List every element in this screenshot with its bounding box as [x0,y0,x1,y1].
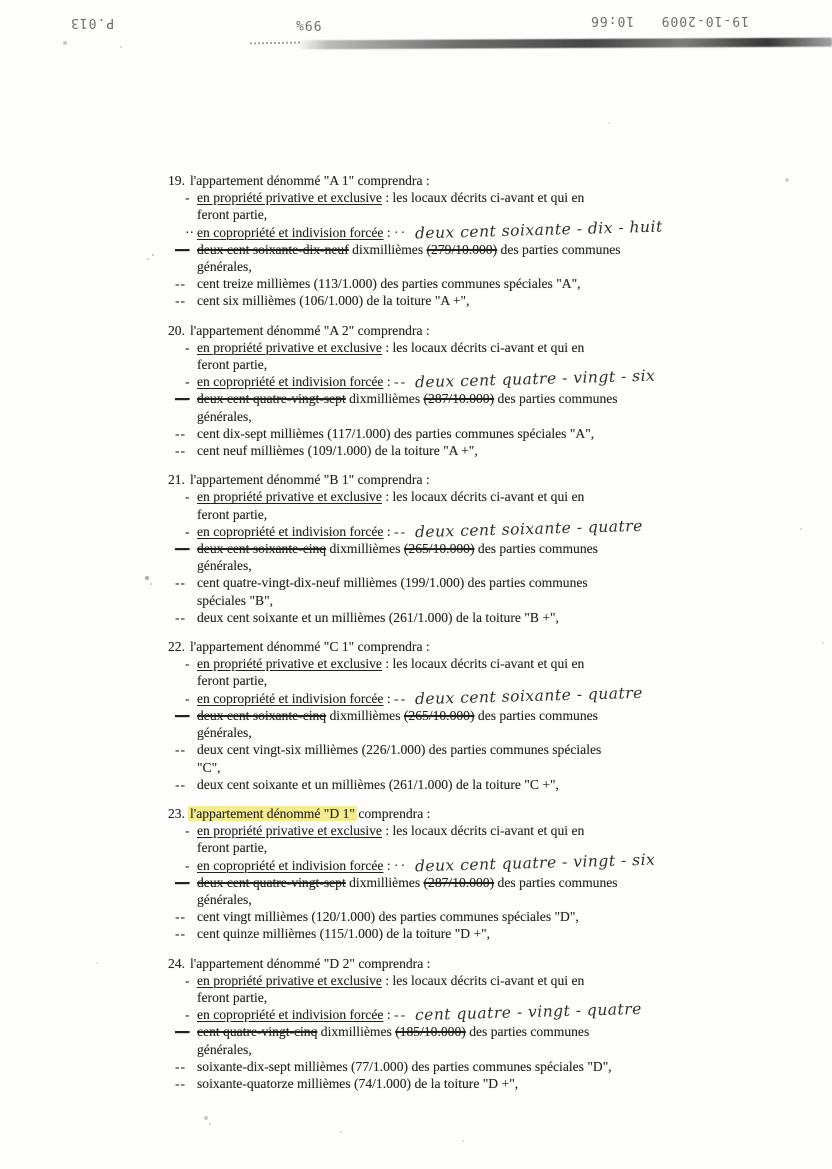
line-text: : [383,690,395,706]
struck-fraction: (279/10.000) [426,241,498,257]
clause-number: 22. [168,639,185,655]
share-line [175,925,808,942]
struck-dash: — [175,541,190,557]
line-text: feront partie, [197,357,268,373]
copro-line [185,850,808,875]
line-text: des parties communes [474,707,598,723]
handwritten-correction: deux cent soixante - quatre [414,516,644,542]
struck-line [175,874,808,891]
line-text: : les locaux décrits ci-avant et qui en [381,656,585,672]
share-line [175,609,808,626]
line-text: générales, [197,725,252,741]
list-dash: - [185,857,190,873]
struck-fraction: (287/10.000) [423,874,495,890]
line-text: dixmillièmes [326,541,404,557]
line-text: : les locaux décrits ci-avant et qui en [381,190,585,206]
line-text: deux cent soixante et un millièmes (261/1.000) de la toiture "B +", [197,609,559,625]
apartment-clause [168,805,808,943]
share-rows [175,908,808,942]
clause-title: l'appartement dénommé "A 1" comprendra : [190,173,430,188]
privative-line [185,339,808,356]
clause-lines [168,972,808,1092]
share-line [175,275,808,292]
privative-line [185,488,808,505]
line-text: : les locaux décrits ci-avant et qui en [381,972,585,988]
line-text: cent dix-sept millièmes (117/1.000) des parties communes spéciales "A", [197,425,595,441]
document-body [168,172,808,1104]
list-dash: -- [175,425,187,441]
share-rows [175,275,808,309]
clause-number: 21. [168,472,185,488]
clause-title: l'appartement dénommé "C 1" comprendra : [190,639,430,655]
correction-marks: -- [394,690,408,706]
line-text: : les locaux décrits ci-avant et qui en [381,339,585,355]
line-text: générales, [197,891,252,907]
line-text: des parties communes [465,1024,590,1040]
list-dash: - [185,190,190,206]
highlighted-title: l'appartement dénommé "D 1" [190,805,355,821]
line-text: générales, [197,259,252,275]
share-line [190,592,808,609]
share-line [175,442,808,459]
clause-title: l'appartement dénommé "A 2" comprendra : [190,322,430,338]
line-text: feront partie, [197,506,268,522]
line-text: dixmillièmes [345,391,424,407]
struck-line [175,390,808,407]
line-text: : les locaux décrits ci-avant et qui en [381,823,585,839]
scan-speckles [0,0,2,2]
list-dash: -- [175,909,187,925]
handwritten-correction: cent quatre - vingt - quatre [414,999,643,1025]
list-dash: -- [175,276,187,292]
line-text: : [383,857,395,873]
struck-fraction: (287/10.000) [423,391,495,407]
list-dash: -- [175,609,187,625]
tail-wrap-line [190,258,808,275]
struck-text: deux cent soixante-cinq [197,707,327,723]
line-text: : les locaux décrits ci-avant et qui en [381,489,585,505]
line-text: dixmillièmes [317,1024,396,1040]
copro-line [185,683,808,708]
line-text: : [383,374,395,390]
underlined-phrase: en propriété privative et exclusive [197,972,382,988]
line-text: dixmillièmes [326,707,404,723]
privative-wrap-line [190,206,808,223]
line-text: des parties communes [494,874,618,890]
apartment-clause [168,471,808,626]
list-dash: -- [175,575,187,591]
tail-wrap-line [190,557,808,574]
clause-title: comprendra : [354,805,431,821]
line-text: des parties communes [494,391,618,407]
correction-marks: -- [394,1007,408,1023]
list-dash: - [185,523,190,539]
apartment-clause [168,955,808,1093]
list-dash: -- [175,1075,187,1091]
apartment-clause [168,322,808,460]
clause-lines [168,655,808,793]
struck-fraction: (265/10.000) [403,541,475,557]
line-text: feront partie, [197,673,268,689]
share-line [175,1075,808,1092]
share-line [190,759,808,776]
apartment-clause [168,638,808,793]
privative-line [185,972,808,989]
line-text: cent quatre-vingt-dix-neuf millièmes (199/1.000) des parties communes [197,575,588,591]
copro-line [185,999,808,1025]
clause-heading [168,471,808,488]
share-rows [175,741,808,793]
line-text: deux cent vingt-six millièmes (226/1.000) des parties communes spéciales [197,742,602,758]
struck-line [175,540,808,557]
list-dash: - [185,972,190,988]
list-dash: - [185,656,190,672]
privative-wrap-line [190,839,808,856]
list-dash: - [185,823,190,839]
struck-fraction: (265/10.000) [403,707,475,723]
clause-lines [168,189,808,309]
line-text: cent six millièmes (106/1.000) de la toiture "A +", [197,293,470,309]
line-text: des parties communes [474,541,598,557]
clause-heading [168,805,808,822]
underlined-phrase: en propriété privative et exclusive [197,190,382,206]
correction-marks: ·· [394,857,408,873]
list-dash: -- [175,776,187,792]
line-text: "C", [197,759,221,775]
privative-line [185,189,808,206]
line-text: soixante-dix-sept millièmes (77/1.000) des parties communes spéciales "D", [197,1058,612,1074]
clause-heading [168,172,808,189]
handwritten-correction: deux cent soixante - dix - huit [414,217,664,243]
tail-wrap-line [190,1041,808,1058]
clause-title: l'appartement dénommé "B 1" comprendra : [190,472,430,488]
tail-wrap-line [190,891,808,908]
scan-smudge-bar [296,38,832,50]
struck-dash: — [175,391,190,407]
clause-number: 23. [168,805,185,821]
correction-marks: -- [394,523,408,539]
list-dash: - [185,339,190,355]
clause-number: 20. [168,322,185,338]
underlined-phrase: en copropriété et indivision forcée [197,690,384,706]
list-dash: - [185,489,190,505]
line-text: des parties communes [497,241,621,257]
fax-quality-percent: 99% [295,17,322,32]
clause-lines [168,339,808,459]
fax-datetime: 19-10-2009 10:66 [590,13,749,28]
struck-dash: — [175,874,190,890]
struck-line [175,1023,808,1040]
struck-text: deux cent soixante-cinq [197,541,327,557]
privative-line [185,655,808,672]
tail-wrap-line [190,408,808,425]
clause-lines [168,822,808,942]
struck-text: deux cent quatre-vingt-sept [197,874,346,890]
list-dash: - [185,1007,190,1023]
underlined-phrase: en copropriété et indivision forcée [197,224,384,240]
handwritten-correction: deux cent soixante - quatre [414,683,644,708]
clause-heading [168,638,808,655]
line-text: spéciales "B", [197,592,274,608]
clause-number: 19. [168,173,185,188]
line-text: : [383,1007,395,1023]
copro-line [185,217,808,243]
underlined-phrase: en propriété privative et exclusive [197,656,382,672]
underlined-phrase: en propriété privative et exclusive [197,339,382,355]
share-line [175,908,808,925]
line-text: : [383,224,395,240]
correction-marks: -- [394,374,408,390]
list-dash: -- [175,742,187,758]
share-line [175,574,808,591]
struck-line [175,241,808,258]
line-text: soixante-quatorze millièmes (74/1.000) de la toiture "D +", [197,1075,519,1091]
line-text: générales, [197,1041,252,1057]
line-text: générales, [197,408,252,424]
line-text: : [383,523,395,539]
line-text: cent quinze millièmes (115/1.000) de la toiture "D +", [197,926,491,942]
handwritten-correction: deux cent quatre - vingt - six [414,850,656,875]
underlined-phrase: en propriété privative et exclusive [197,823,382,839]
list-dash: -- [175,293,187,309]
struck-text: cent quatre-vingt-cinq [197,1024,318,1040]
underlined-phrase: en copropriété et indivision forcée [197,857,384,873]
list-dash: - [185,690,190,706]
underlined-phrase: en propriété privative et exclusive [197,489,382,505]
underlined-phrase: en copropriété et indivision forcée [197,374,384,390]
share-line [175,741,808,758]
share-line [175,425,808,442]
struck-text: deux cent soixante-dix-neuf [197,241,349,257]
struck-dash: — [175,707,190,723]
line-text: feront partie, [197,207,268,223]
line-text: dixmillièmes [348,241,427,257]
clause-number: 24. [168,955,185,971]
struck-dash: — [175,1024,190,1040]
underlined-phrase: en copropriété et indivision forcée [197,523,384,539]
scan-smudge-tail [250,42,300,45]
list-dash: -- [175,1058,187,1074]
line-text: feront partie, [197,989,268,1005]
line-text: cent neuf millièmes (109/1.000) de la toiture "A +", [197,443,478,459]
line-text: cent treize millièmes (113/1.000) des parties communes spéciales "A", [197,276,581,292]
clause-title: l'appartement dénommé "D 2" comprendra : [190,955,431,971]
clause-lines [168,488,808,626]
line-text: feront partie, [197,840,268,856]
clause-heading [168,322,808,339]
apartment-clause [168,172,808,310]
struck-dash: — [175,241,190,257]
handwritten-correction: deux cent quatre - vingt - six [414,366,656,392]
line-text: deux cent soixante et un millièmes (261/1.000) de la toiture "C +", [197,776,559,792]
struck-line [175,707,808,724]
struck-fraction: (185/10.000) [395,1024,466,1040]
copro-line [185,366,808,392]
share-line [175,776,808,793]
line-text: dixmillièmes [345,874,424,890]
list-dash: -- [175,926,187,942]
underlined-phrase: en copropriété et indivision forcée [197,1007,384,1023]
correction-marks: ·· [394,224,408,240]
copro-line [185,516,808,542]
share-rows [175,1058,808,1092]
share-rows [175,574,808,626]
fax-page-number: P.013 [70,15,115,30]
clause-heading [168,955,808,972]
line-text: générales, [197,558,252,574]
list-dash: -- [175,443,187,459]
share-rows [175,425,808,459]
line-text: cent vingt millièmes (120/1.000) des parties communes spéciales "D", [197,909,579,925]
list-dash: ·· [185,224,195,240]
share-line [175,1058,808,1075]
list-dash: - [185,374,190,390]
share-line [175,292,808,309]
struck-text: deux cent quatre-vingt-sept [197,391,346,407]
tail-wrap-line [190,724,808,741]
privative-line [185,822,808,839]
